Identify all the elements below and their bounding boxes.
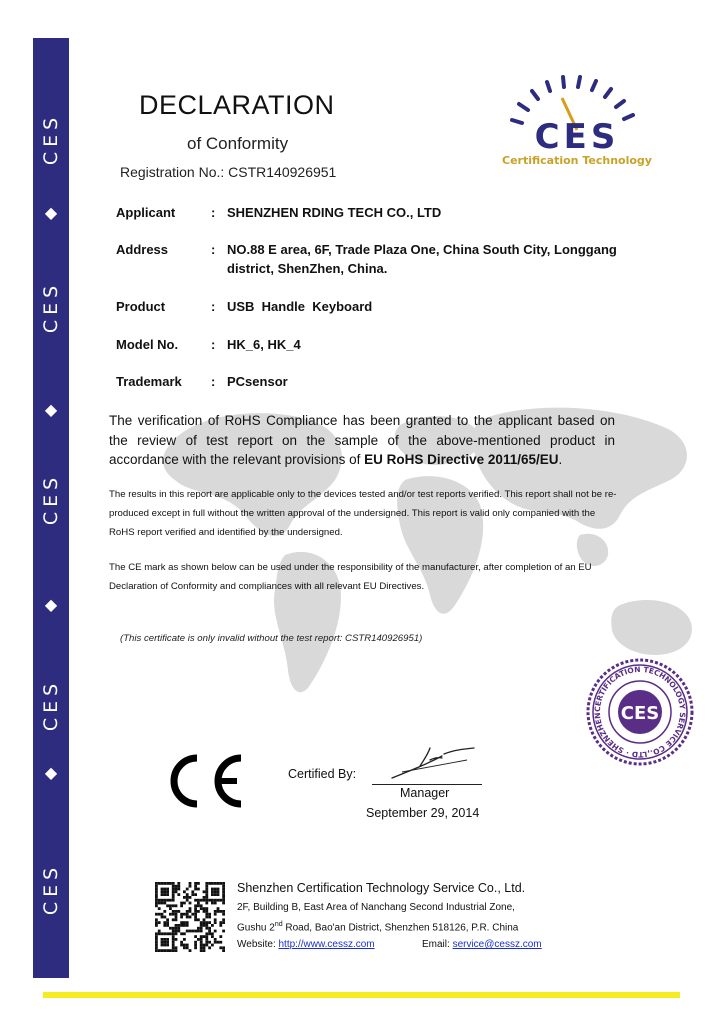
verification-end: . (558, 452, 563, 467)
sidebar-ces-text: CES (40, 112, 62, 166)
field-colon: : (211, 337, 216, 352)
sidebar-diamond-icon: ◆ (44, 402, 58, 419)
address-superscript: nd (274, 921, 283, 928)
certified-by-label: Certified By: (288, 767, 357, 781)
footer-website (237, 939, 375, 950)
sidebar-band (33, 38, 69, 978)
address-label: Address (116, 242, 169, 257)
trademark-label: Trademark (116, 374, 182, 389)
footer-email (422, 939, 542, 950)
field-colon: : (211, 374, 216, 389)
email-link[interactable]: service@cessz.com (452, 939, 542, 950)
footer-yellow-bar (43, 992, 680, 998)
verification-text: The verification of RoHS Compliance has been granted to the applicant based on the review of test report on the sample of the above-mentioned product in accordance with the relevant provisions of (109, 413, 615, 467)
address-line2-start: Gushu 2 (237, 922, 275, 934)
applicant-value: SHENZHEN RDING TECH CO., LTD (227, 205, 442, 220)
website-link[interactable]: http://www.cessz.com (278, 939, 375, 950)
sidebar-diamond-icon: ◆ (44, 205, 58, 222)
validity-note: (This certificate is only invalid without the test report: CSTR140926951) (120, 633, 423, 644)
product-value: USB Handle Keyboard (227, 299, 373, 314)
model-value: HK_6, HK_4 (227, 337, 301, 352)
trademark-value: PCsensor (227, 374, 288, 389)
applicant-label: Applicant (116, 205, 176, 220)
ces-logo (492, 68, 662, 168)
registration-number: Registration No.: CSTR140926951 (120, 164, 337, 180)
field-colon: : (211, 205, 216, 220)
ce-mark-icon (165, 752, 247, 810)
signature-date: September 29, 2014 (366, 806, 480, 820)
email-label: Email: (422, 939, 453, 950)
product-label: Product (116, 299, 166, 314)
ce-mark-paragraph: The CE mark as shown below can be used under the responsibility of the manufacturer, after completion of an EU Declaration of Conformity and compliances with all relevant EU Directives. (109, 562, 592, 592)
sidebar-ces-text: CES (40, 862, 62, 916)
sidebar-ces-text: CES (40, 472, 62, 526)
signer-title: Manager (400, 786, 450, 800)
footer-address-line1: 2F, Building B, East Area of Nanchang Second Industrial Zone, (237, 902, 515, 913)
address-value: NO.88 E area, 6F, Trade Plaza One, China South City, Longgang district, ShenZhen, China. (227, 242, 617, 276)
model-label: Model No. (116, 337, 179, 352)
field-colon: : (211, 242, 216, 257)
website-label: Website: (237, 939, 279, 950)
field-colon: : (211, 299, 216, 314)
qr-code (155, 882, 225, 952)
address-line2-end: Road, Bao'an District, Shenzhen 518126, P.R. China (282, 922, 519, 934)
seal-center-text: CES (620, 703, 660, 724)
signature-line (372, 784, 482, 785)
ces-seal-stamp (585, 657, 695, 767)
sidebar-ces-text: CES (40, 678, 62, 732)
sidebar-diamond-icon: ◆ (44, 765, 58, 782)
directive-text: EU RoHS Directive 2011/65/EU (364, 452, 559, 467)
seal-ring-text: CERTIFICATION TECHNOLOGY SERVICE CO.,LTD · SHENZHEN (592, 664, 688, 760)
document-subtitle: of Conformity (187, 134, 289, 153)
footer-company-name: Shenzhen Certification Technology Service Co., Ltd. (237, 881, 526, 895)
signature-image (372, 740, 482, 785)
document-title: DECLARATION (139, 90, 335, 120)
sidebar-diamond-icon: ◆ (44, 597, 58, 614)
results-paragraph: The results in this report are applicable only to the devices tested and/or test reports verified. This report shall not be re-produced except in full without the written approval of the undersigned. This report is valid only companied with the RoHS report verified and identified by the undersigned. (109, 489, 617, 538)
sidebar-ces-text: CES (40, 280, 62, 334)
logo-tagline: Certification Technology (502, 154, 652, 167)
footer-address-line2 (237, 921, 518, 933)
logo-letters: CES (534, 117, 620, 157)
verification-paragraph (109, 411, 615, 470)
